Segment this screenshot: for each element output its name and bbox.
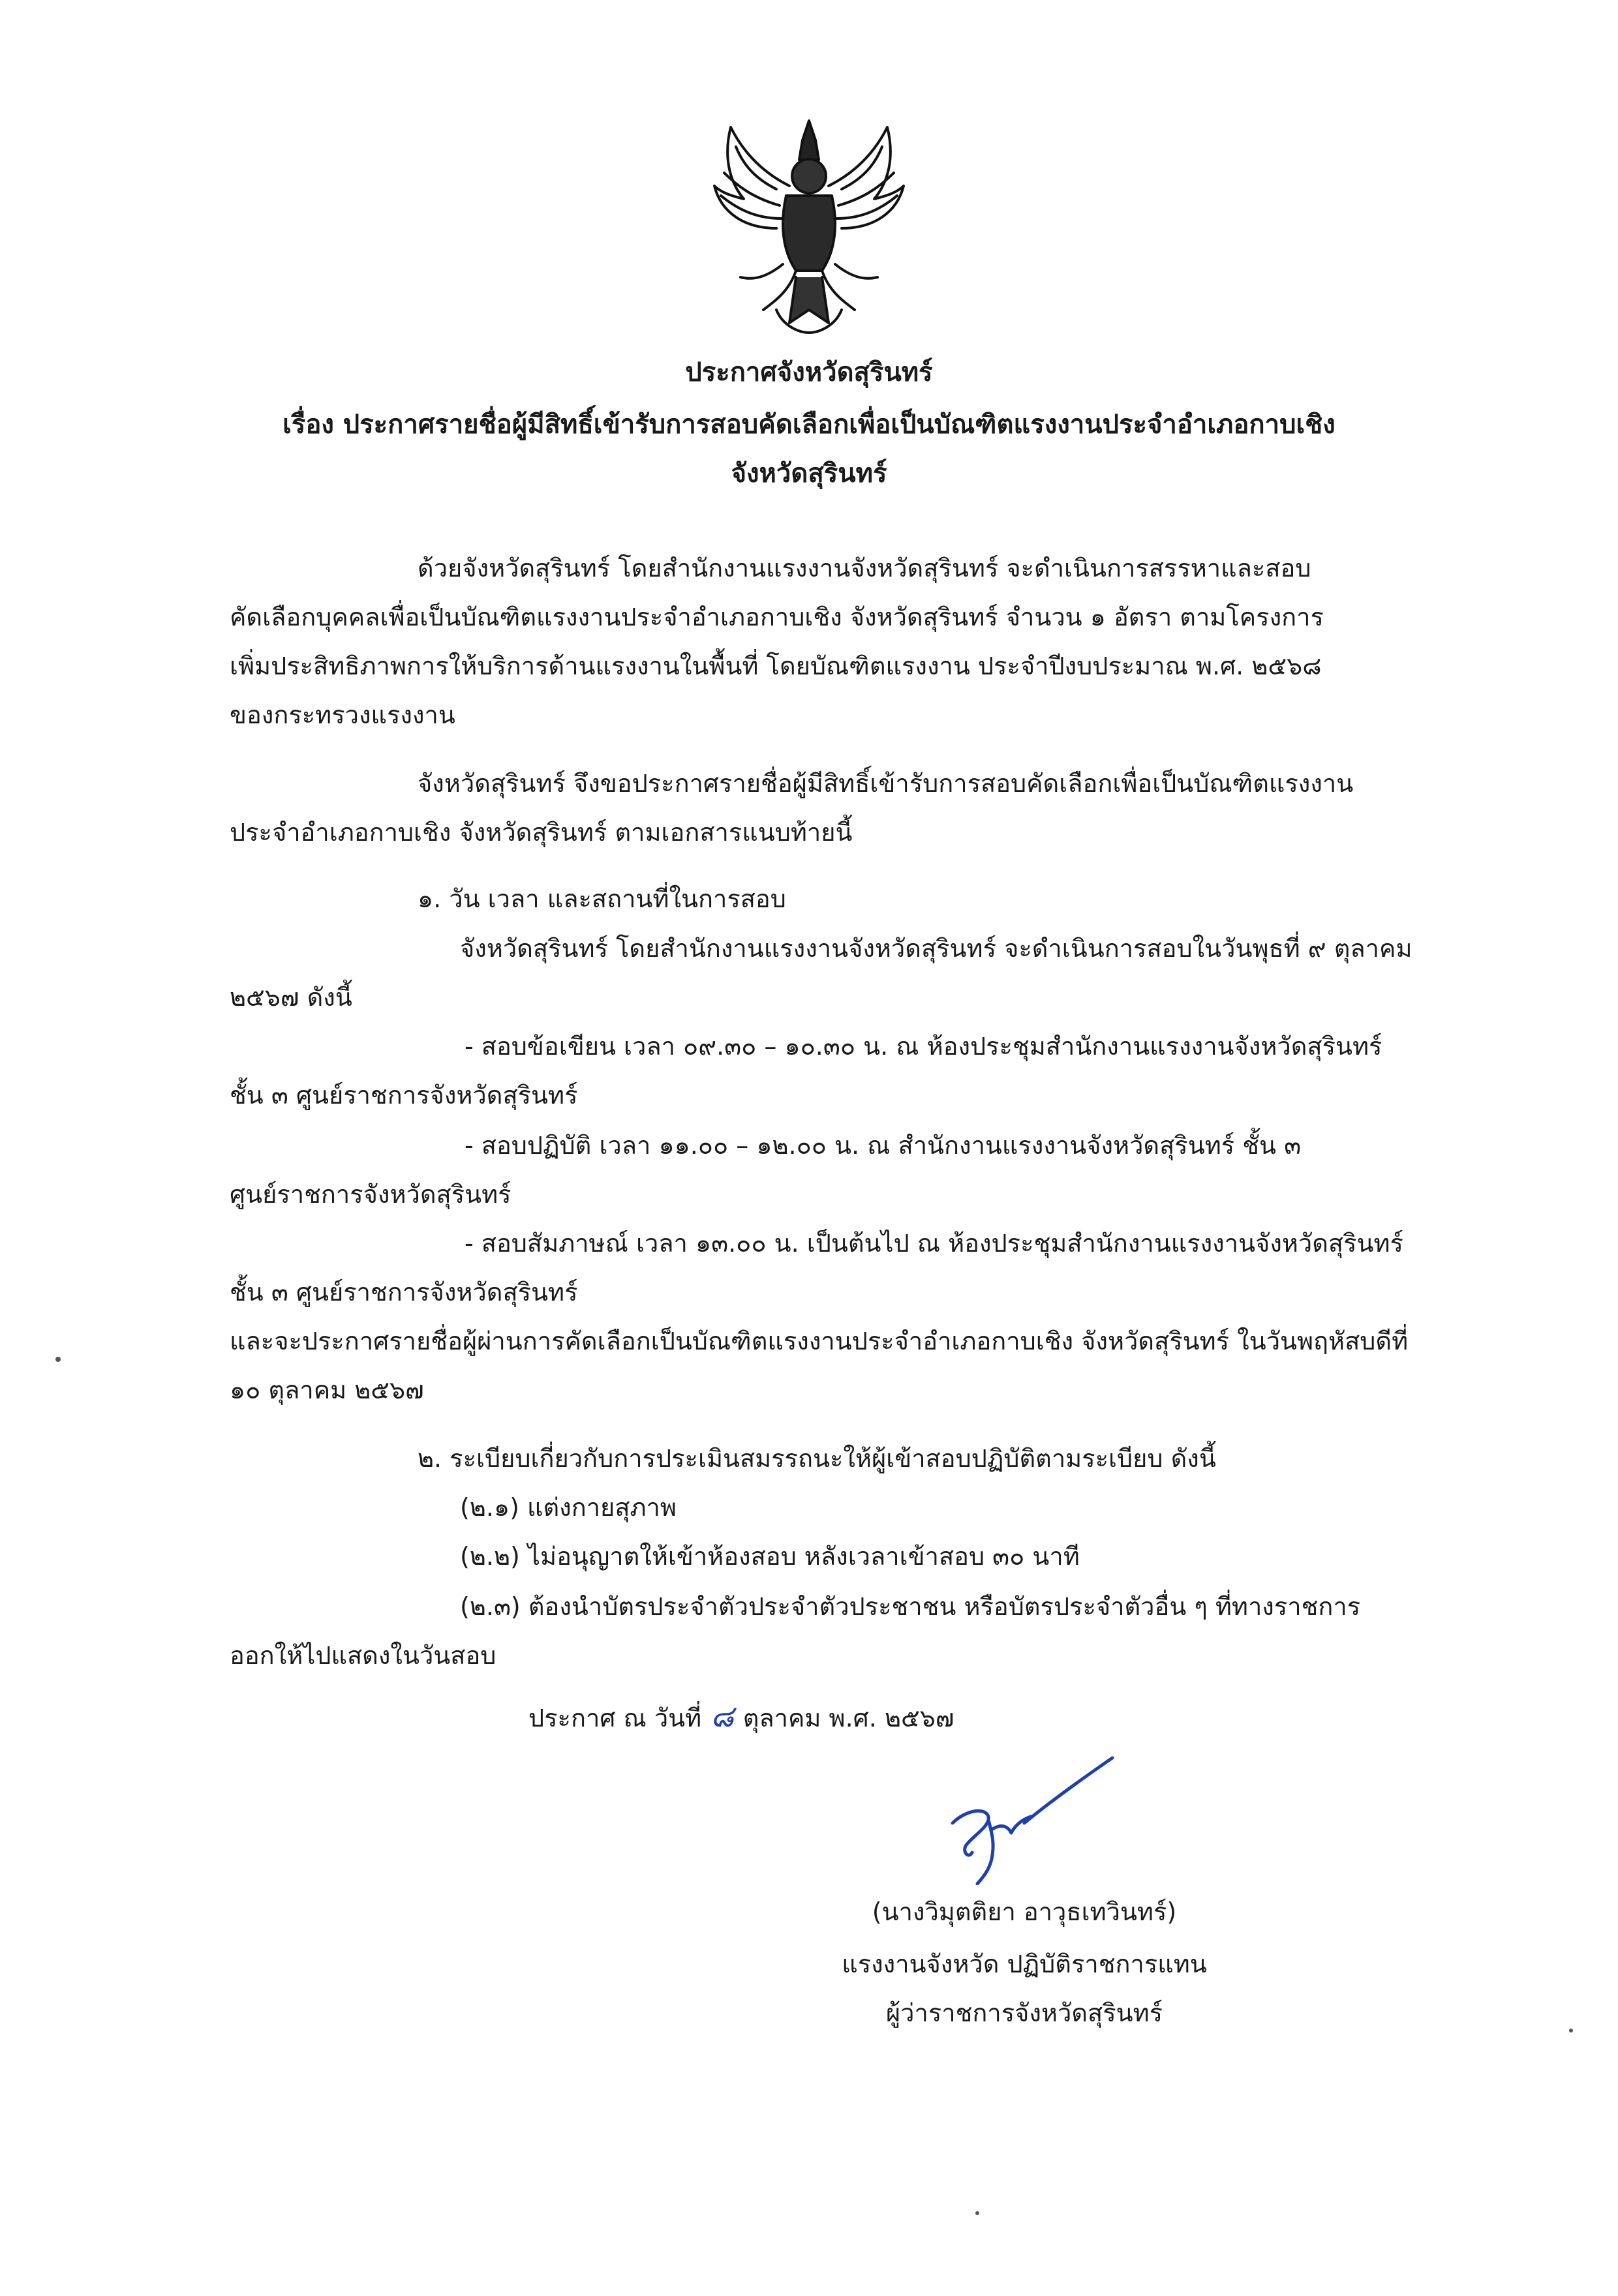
- scan-speck: [1569, 2029, 1573, 2032]
- rule-item: (๒.๒) ไม่อนุญาตให้เข้าห้องสอบ หลังเวลาเข้าสอบ ๓๐ นาที: [460, 1542, 1080, 1571]
- exam-item-practical: - สอบปฏิบัติ เวลา ๑๑.๐๐ – ๑๒.๐๐ น. ณ สำนักงานแรงงานจังหวัดสุรินทร์ ชั้น ๓: [465, 1131, 1302, 1160]
- paragraph-1-line: ด้วยจังหวัดสุรินทร์ โดยสำนักงานแรงงานจังหวัดสุรินทร์ จะดำเนินการสรรหาและสอบ: [418, 554, 1311, 582]
- exam-item-interview-location: ชั้น ๓ ศูนย์ราชการจังหวัดสุรินทร์: [230, 1278, 578, 1307]
- section-2-heading: ๒. ระเบียบเกี่ยวกับการประเมินสมรรถนะให้ผู้เข้าสอบปฏิบัติตามระเบียบ ดังนี้: [418, 1444, 1216, 1473]
- page-title: ประกาศจังหวัดสุรินทร์: [685, 357, 933, 387]
- subject-line-2: จังหวัดสุรินทร์: [731, 459, 887, 489]
- scan-speck: [975, 2211, 979, 2215]
- rule-item: (๒.๑) แต่งกายสุภาพ: [460, 1493, 677, 1522]
- signer-position-2: ผู้ว่าราชการจังหวัดสุรินทร์: [885, 1999, 1163, 2027]
- rule-item: (๒.๓) ต้องนำบัตรประจำตัวประจำตัวประชาชน หรือบัตรประจำตัวอื่น ๆ ที่ทางราชการ: [460, 1592, 1361, 1621]
- exam-item-practical-location: ศูนย์ราชการจังหวัดสุรินทร์: [230, 1180, 511, 1209]
- announce-prefix: ประกาศ ณ วันที่: [528, 1704, 702, 1732]
- exam-item-written-location: ชั้น ๓ ศูนย์ราชการจังหวัดสุรินทร์: [230, 1081, 578, 1110]
- result-announcement-date: ๑๐ ตุลาคม ๒๕๖๗: [230, 1376, 424, 1404]
- result-announcement-line: และจะประกาศรายชื่อผู้ผ่านการคัดเลือกเป็นบัณฑิตแรงงานประจำอำเภอกาบเชิง จังหวัดสุรินทร์ ในวันพฤหัสบดีที่: [230, 1327, 1409, 1355]
- section-1-intro: จังหวัดสุรินทร์ โดยสำนักงานแรงงานจังหวัดสุรินทร์ จะดำเนินการสอบในวันพุธที่ ๙ ตุลาคม: [460, 934, 1412, 963]
- announce-day: ๘: [710, 1699, 734, 1734]
- signer-name: (นางวิมุตติยา อาวุธเทวินทร์): [872, 1897, 1177, 1926]
- paragraph-2-line: ประจำอำเภอกาบเชิง จังหวัดสุรินทร์ ตามเอกสารแนบท้ายนี้: [230, 818, 853, 847]
- garuda-emblem-icon: [705, 114, 913, 339]
- paragraph-2-line: จังหวัดสุรินทร์ จึงขอประกาศรายชื่อผู้มีสิทธิ์เข้ารับการสอบคัดเลือกเพื่อเป็นบัณฑิตแรงงาน: [418, 769, 1354, 798]
- subject-line-1: เรื่อง ประกาศรายชื่อผู้มีสิทธิ์เข้ารับการสอบคัดเลือกเพื่อเป็นบัณฑิตแรงงานประจำอำเภอกาบเชิง: [282, 410, 1336, 440]
- exam-item-interview: - สอบสัมภาษณ์ เวลา ๑๓.๐๐ น. เป็นต้นไป ณ ห้องประชุมสำนักงานแรงงานจังหวัดสุรินทร์: [465, 1229, 1403, 1258]
- handwritten-signature: [926, 1755, 1122, 1885]
- exam-item-written: - สอบข้อเขียน เวลา ๐๙.๓๐ – ๑๐.๓๐ น. ณ ห้องประชุมสำนักงานแรงงานจังหวัดสุรินทร์: [465, 1032, 1382, 1061]
- section-1-intro: ๒๕๖๗ ดังนี้: [230, 983, 352, 1012]
- rule-item-continued: ออกให้ไปแสดงในวันสอบ: [230, 1641, 496, 1670]
- announce-suffix: ตุลาคม พ.ศ. ๒๕๖๗: [742, 1704, 954, 1732]
- section-1-heading: ๑. วัน เวลา และสถานที่ในการสอบ: [418, 884, 786, 913]
- signer-position-1: แรงงานจังหวัด ปฏิบัติราชการแทน: [842, 1950, 1207, 1978]
- scan-speck: [55, 1357, 61, 1362]
- paragraph-1-line: ของกระทรวงแรงงาน: [230, 701, 455, 729]
- paragraph-1-line: คัดเลือกบุคคลเพื่อเป็นบัณฑิตแรงงานประจำอำเภอกาบเชิง จังหวัดสุรินทร์ จำนวน ๑ อัตรา ตามโครงการ: [230, 603, 1324, 631]
- announce-date-line: [528, 1699, 954, 1735]
- paragraph-1-line: เพิ่มประสิทธิภาพการให้บริการด้านแรงงานในพื้นที่ โดยบัณฑิตแรงงาน ประจำปีงบประมาณ พ.ศ. ๒๕๖๘: [230, 652, 1322, 680]
